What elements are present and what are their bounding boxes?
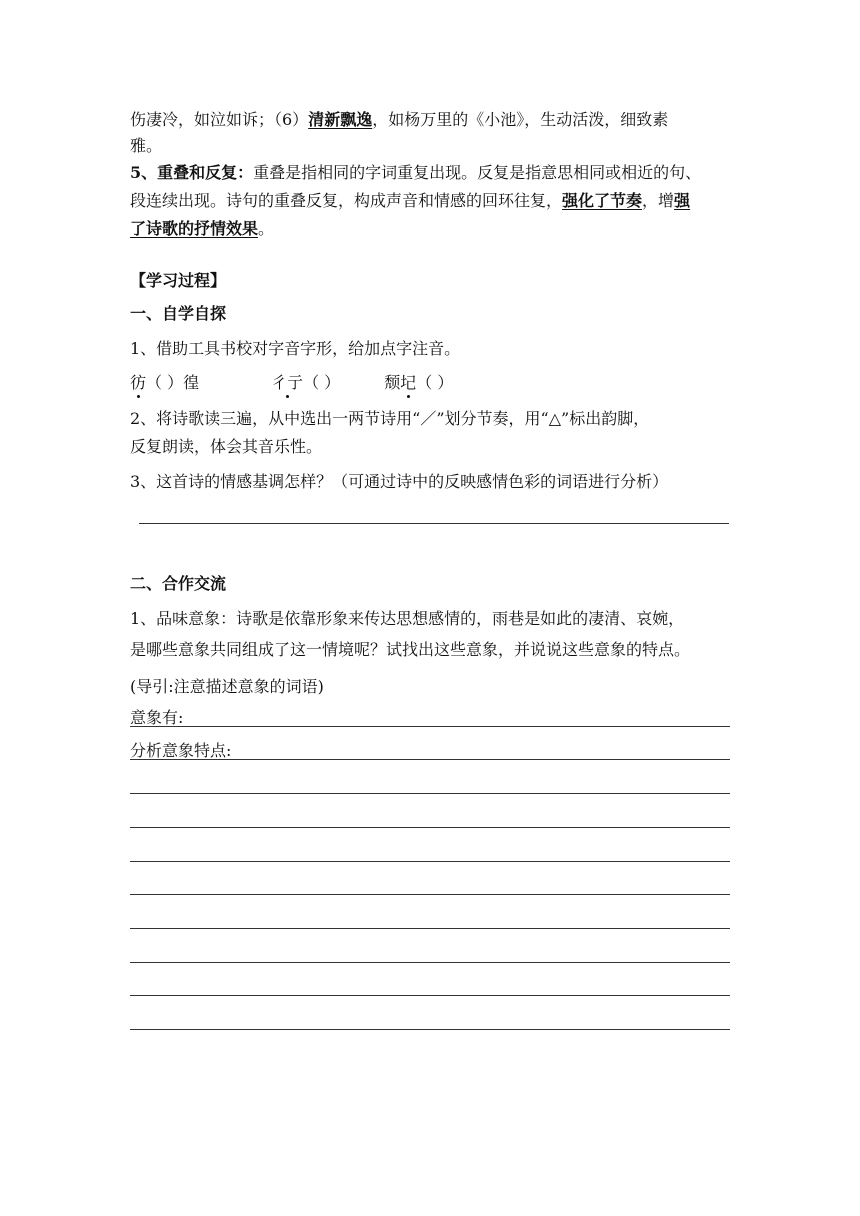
section-heading-self-study: 一、自学自探 — [130, 304, 227, 323]
answer-line[interactable] — [130, 793, 730, 794]
question-1-pronunciation: 1、借助工具书校对字音字形，给加点字注音。 — [130, 339, 461, 358]
pinyin-exercise-row — [130, 372, 453, 394]
section-heading-process: 【学习过程】 — [130, 271, 227, 290]
pinyin-blank: （ ）徨 — [146, 373, 200, 392]
emphasis-jiezou: 强化了节奏 — [562, 191, 643, 210]
dotted-char: 彷 — [130, 373, 147, 392]
emphasis-shuqing: 了诗歌的抒情效果 — [130, 219, 259, 238]
answer-line[interactable] — [130, 962, 730, 963]
question-imagery-line-2: 是哪些意象共同组成了这一情境呢？试找出这些意象，并说说这些意象的特点。 — [130, 640, 691, 659]
question-3-emotion: 3、这首诗的情感基调怎样？（可通过诗中的反映感情色彩的词语进行分析） — [130, 472, 669, 491]
emphasis-qingxin: 清新飘逸 — [308, 110, 373, 129]
question-imagery-hint: (导引:注意描述意象的词语) — [130, 677, 324, 696]
intro-line-1 — [130, 109, 668, 131]
intro-text: 段连续出现。诗句的重叠反复，构成声音和情感的回环往复， — [130, 191, 563, 210]
answer-line-images[interactable] — [130, 726, 730, 727]
label-features: 分析意象特点: — [130, 741, 232, 760]
label-images: 意象有: — [130, 708, 184, 727]
pinyin-blank: （ ） — [416, 373, 454, 392]
pinyin-blank: （ ） — [303, 373, 341, 392]
question-2-line-2: 反复朗读，体会其音乐性。 — [130, 437, 323, 456]
answer-line[interactable] — [130, 894, 730, 895]
answer-line[interactable] — [130, 1029, 730, 1030]
intro-text: 伤凄冷，如泣如诉；（6） — [130, 110, 309, 129]
emphasis-qiang: 强 — [674, 191, 691, 210]
term-chongdie: 5、重叠和反复： — [130, 163, 254, 182]
answer-line[interactable] — [130, 928, 730, 929]
intro-text: ，如杨万里的《小池》，生动活泼，细致素 — [372, 110, 669, 129]
answer-line[interactable] — [130, 861, 730, 862]
section-heading-cooperation: 二、合作交流 — [130, 574, 227, 593]
answer-line[interactable] — [130, 995, 730, 996]
intro-line-3 — [130, 162, 701, 184]
question-imagery-line-1: 1、品味意象：诗歌是依靠形象来传达思想感情的，雨巷是如此的凄清、哀婉， — [130, 609, 685, 628]
dotted-char: 彳亍 — [271, 373, 304, 392]
answer-line[interactable] — [139, 523, 729, 524]
answer-line[interactable] — [130, 827, 730, 828]
word-chichu — [271, 373, 303, 392]
intro-text: 。 — [258, 219, 275, 238]
intro-line-2: 雅。 — [130, 136, 163, 155]
intro-text: ，增 — [642, 191, 675, 210]
question-2-line-1: 2、将诗歌读三遍，从中选出一两节诗用“／”划分节奏，用“△”标出韵脚， — [130, 409, 650, 428]
intro-line-5 — [130, 218, 274, 240]
intro-line-4 — [130, 190, 690, 212]
dotted-char: 圮 — [400, 373, 417, 392]
answer-line-features[interactable] — [130, 759, 730, 760]
word-tuipi — [384, 373, 416, 392]
intro-text: 重叠是指相同的字词重复出现。反复是指意思相同或相近的句、 — [253, 163, 702, 182]
plain-char: 颓 — [384, 373, 401, 392]
